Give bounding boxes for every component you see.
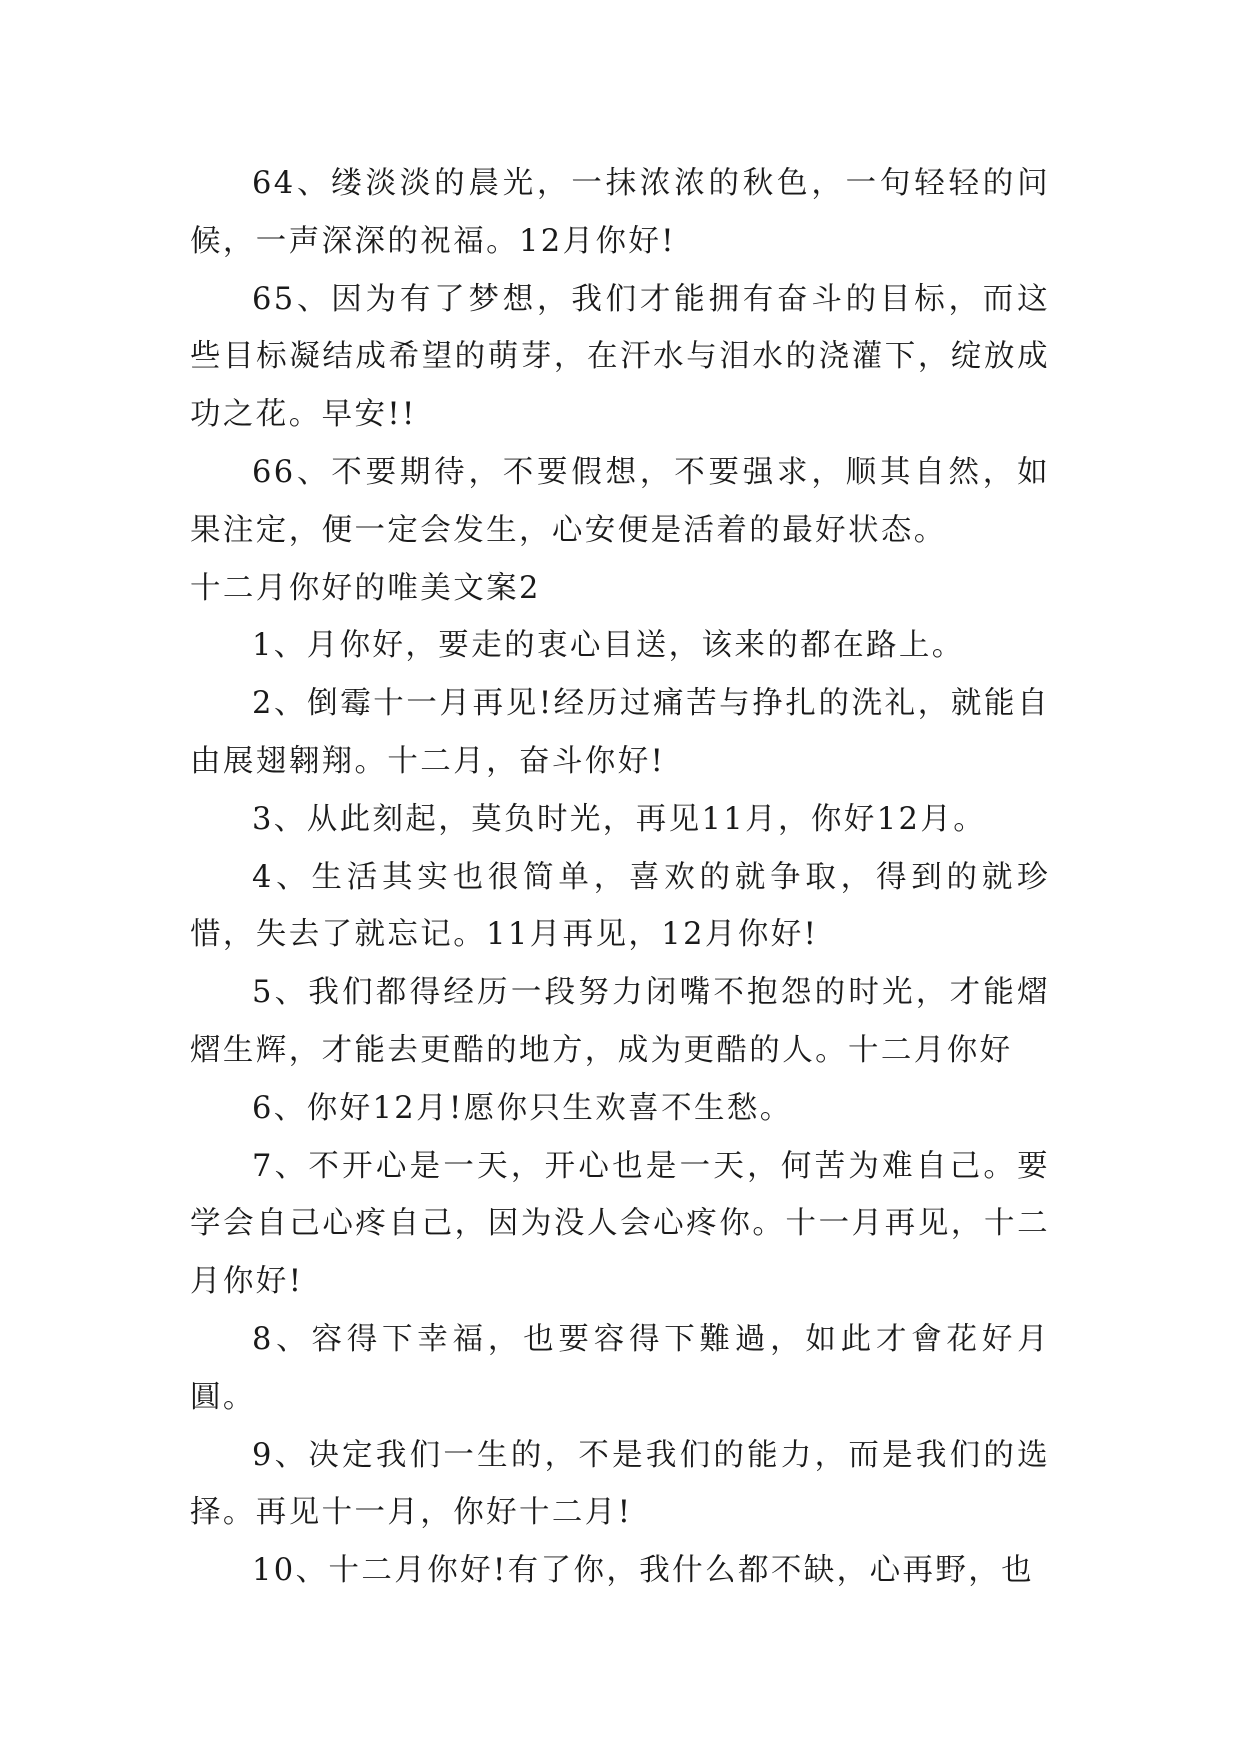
paragraph: 66、不要期待，不要假想，不要强求，顺其自然，如果注定，便一定会发生，心安便是活着的最好状态。: [190, 454, 1050, 548]
paragraph: 7、不开心是一天，开心也是一天，何苦为难自己。要学会自己心疼自己，因为没人会心疼你。十一月再见，十二月你好!: [190, 1148, 1050, 1300]
paragraph: 64、缕淡淡的晨光，一抹浓浓的秋色，一句轻轻的问候，一声深深的祝福。12月你好!: [190, 166, 1050, 259]
section-heading: 十二月你好的唯美文案2: [190, 570, 541, 606]
paragraph: 9、决定我们一生的，不是我们的能力，而是我们的选择。再见十一月，你好十二月!: [190, 1437, 1050, 1531]
paragraph: 2、倒霉十一月再见!经历过痛苦与挣扎的洗礼，就能自由展翅翱翔。十二月，奋斗你好!: [190, 686, 1050, 779]
paragraph: 10、十二月你好!有了你，我什么都不缺，心再野，也: [252, 1553, 1035, 1589]
paragraph: 1、月你好，要走的衷心目送，该来的都在路上。: [252, 628, 965, 664]
paragraph: 8、容得下幸福，也要容得下難過，如此才會花好月圓。: [190, 1321, 1050, 1415]
paragraph: 4、生活其实也很简单，喜欢的就争取，得到的就珍惜，失去了就忘记。11月再见，12月你好!: [190, 859, 1050, 953]
paragraph: 65、因为有了梦想，我们才能拥有奋斗的目标，而这些目标凝结成希望的萌芽，在汗水与泪水的浇灌下，绽放成功之花。早安!!: [190, 281, 1050, 433]
paragraph: 5、我们都得经历一段努力闭嘴不抱怨的时光，才能熠熠生辉，才能去更酷的地方，成为更酷的人。十二月你好: [190, 975, 1050, 1068]
paragraph: 6、你好12月!愿你只生欢喜不生愁。: [252, 1090, 793, 1126]
paragraph: 3、从此刻起，莫负时光，再见11月，你好12月。: [252, 801, 987, 837]
document-body: [190, 155, 1050, 1600]
